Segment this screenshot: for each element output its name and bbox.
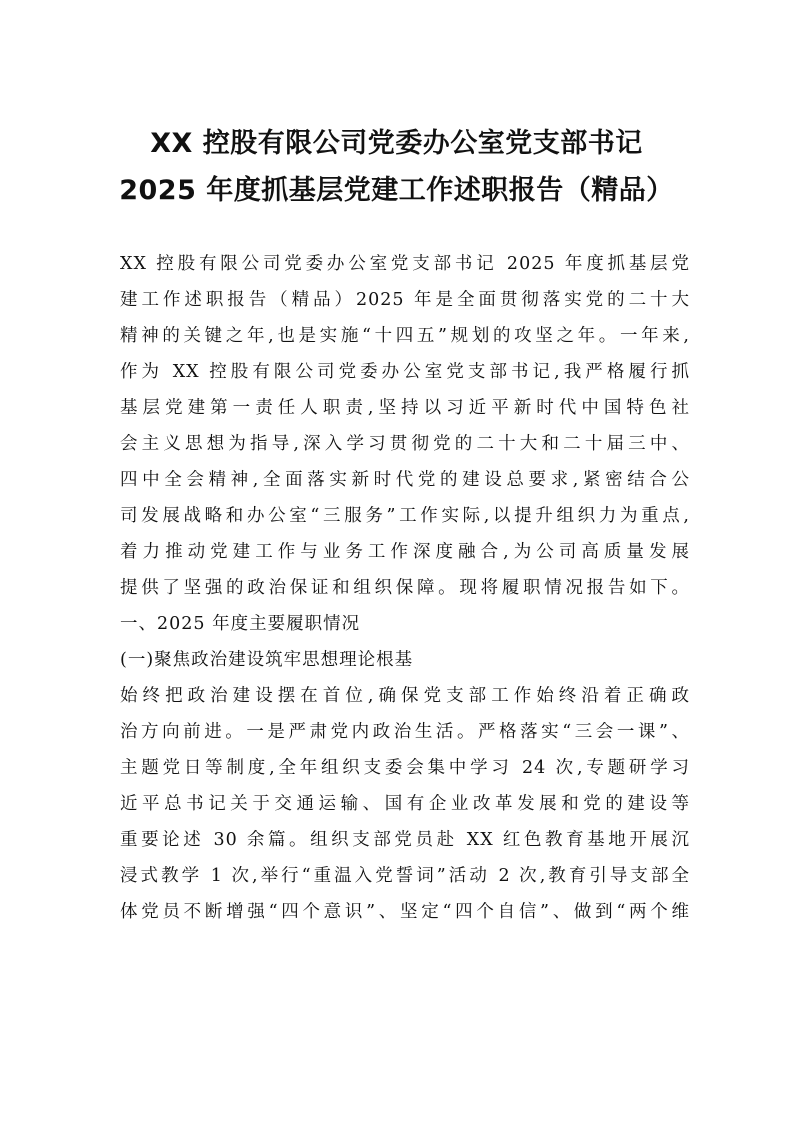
document-title-line-2: 2025 年度抓基层党建工作述职报告（精品）: [119, 175, 674, 206]
section-heading: 一、2025 年度主要履职情况: [120, 614, 361, 634]
body-line: 着力推动党建工作与业务工作深度融合,为公司高质量发展: [120, 542, 690, 562]
body-line: 浸式教学 1 次,举行“重温入党誓词”活动 2 次,教育引导支部全: [120, 866, 690, 886]
body-line: 体党员不断增强“四个意识”、坚定“四个自信”、做到“两个维: [120, 902, 690, 922]
body-line: 基层党建第一责任人职责,坚持以习近平新时代中国特色社: [120, 398, 690, 418]
body-line: 司发展战略和办公室“三服务”工作实际,以提升组织力为重点,: [120, 506, 690, 526]
body-line: 近平总书记关于交通运输、国有企业改革发展和党的建设等: [120, 794, 690, 814]
body-line: 治方向前进。一是严肃党内政治生活。严格落实“三会一课”、: [120, 722, 690, 742]
subsection-heading: (一)聚焦政治建设筑牢思想理论根基: [120, 650, 414, 670]
body-line: 建工作述职报告（精品）2025 年是全面贯彻落实党的二十大: [120, 290, 690, 310]
body-line: XX 控股有限公司党委办公室党支部书记 2025 年度抓基层党: [120, 254, 690, 274]
body-line: 主题党日等制度,全年组织支委会集中学习 24 次,专题研学习: [120, 758, 690, 778]
body-line: 提供了坚强的政治保证和组织保障。现将履职情况报告如下。: [120, 578, 690, 598]
body-line: 会主义思想为指导,深入学习贯彻党的二十大和二十届三中、: [120, 434, 690, 454]
body-line: 四中全会精神,全面落实新时代党的建设总要求,紧密结合公: [120, 470, 690, 490]
body-line: 重要论述 30 余篇。组织支部党员赴 XX 红色教育基地开展沉: [120, 830, 690, 850]
document-title-line-1: XX 控股有限公司党委办公室党支部书记: [150, 128, 643, 159]
body-line: 作为 XX 控股有限公司党委办公室党支部书记,我严格履行抓: [120, 362, 690, 382]
body-line: 始终把政治建设摆在首位,确保党支部工作始终沿着正确政: [120, 686, 690, 706]
body-line: 精神的关键之年,也是实施“十四五”规划的攻坚之年。一年来,: [120, 326, 690, 346]
